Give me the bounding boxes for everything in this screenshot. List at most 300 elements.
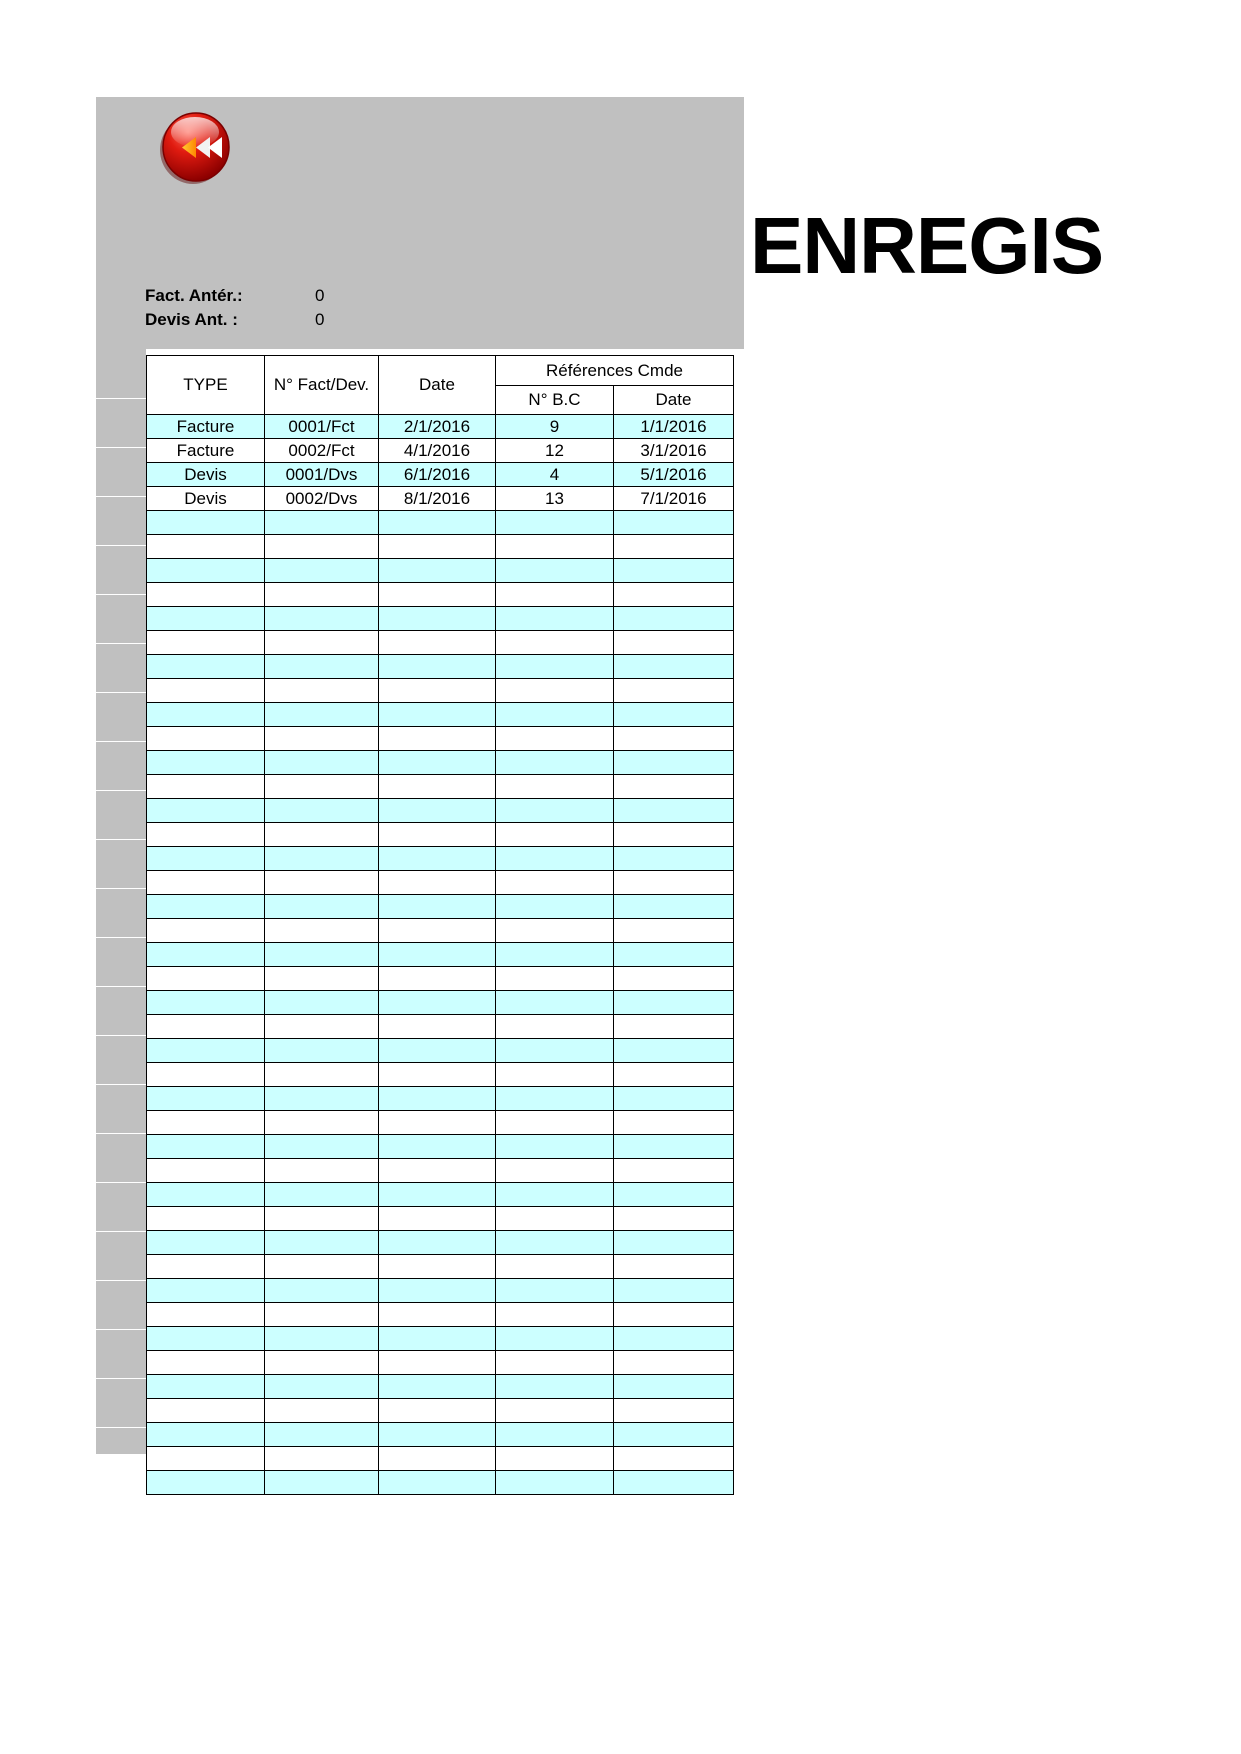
cell-type[interactable] — [147, 1471, 265, 1495]
cell-type[interactable] — [147, 1111, 265, 1135]
cell-type[interactable] — [147, 607, 265, 631]
cell-type[interactable] — [147, 703, 265, 727]
table-row[interactable] — [147, 1063, 734, 1087]
table-row[interactable] — [147, 1375, 734, 1399]
cell-bc-num[interactable] — [496, 583, 614, 607]
cell-bc-date[interactable] — [614, 1111, 734, 1135]
cell-num[interactable] — [265, 1039, 379, 1063]
cell-bc-date[interactable] — [614, 895, 734, 919]
cell-num[interactable]: 0002/Fct — [265, 439, 379, 463]
table-row[interactable] — [147, 703, 734, 727]
page-title: ENREGIS — [750, 201, 1104, 290]
cell-bc-num[interactable] — [496, 1279, 614, 1303]
cell-bc-num[interactable] — [496, 727, 614, 751]
cell-type[interactable] — [147, 1423, 265, 1447]
table-row[interactable] — [147, 1471, 734, 1495]
cell-date[interactable] — [379, 1111, 496, 1135]
cell-num[interactable] — [265, 1159, 379, 1183]
cell-bc-date[interactable] — [614, 943, 734, 967]
cell-date[interactable] — [379, 919, 496, 943]
cell-bc-num[interactable] — [496, 1039, 614, 1063]
cell-type[interactable]: Devis — [147, 487, 265, 511]
cell-date[interactable] — [379, 895, 496, 919]
cell-bc-num[interactable] — [496, 1255, 614, 1279]
table-row[interactable] — [147, 799, 734, 823]
cell-bc-date[interactable] — [614, 535, 734, 559]
cell-num[interactable] — [265, 1447, 379, 1471]
cell-date[interactable] — [379, 751, 496, 775]
table-row[interactable] — [147, 559, 734, 583]
cell-type[interactable] — [147, 679, 265, 703]
row-header-divider — [96, 1378, 146, 1379]
row-header-divider — [96, 447, 146, 448]
cell-num[interactable] — [265, 703, 379, 727]
cell-num[interactable] — [265, 1207, 379, 1231]
cell-bc-date[interactable] — [614, 1039, 734, 1063]
cell-bc-date[interactable] — [614, 751, 734, 775]
cell-type[interactable] — [147, 847, 265, 871]
cell-num[interactable] — [265, 1063, 379, 1087]
cell-bc-num[interactable] — [496, 607, 614, 631]
cell-num[interactable] — [265, 1279, 379, 1303]
cell-num[interactable] — [265, 967, 379, 991]
cell-bc-date[interactable] — [614, 1471, 734, 1495]
cell-bc-num[interactable] — [496, 1207, 614, 1231]
cell-type[interactable]: Devis — [147, 463, 265, 487]
table-row[interactable] — [147, 871, 734, 895]
cell-type[interactable] — [147, 1399, 265, 1423]
cell-type[interactable] — [147, 535, 265, 559]
cell-bc-num[interactable] — [496, 1447, 614, 1471]
cell-date[interactable] — [379, 679, 496, 703]
cell-bc-date[interactable] — [614, 1327, 734, 1351]
cell-type[interactable] — [147, 1207, 265, 1231]
cell-bc-date[interactable]: 1/1/2016 — [614, 415, 734, 439]
cell-type[interactable] — [147, 1327, 265, 1351]
cell-date[interactable] — [379, 967, 496, 991]
table-row[interactable] — [147, 439, 734, 463]
table-row[interactable] — [147, 1087, 734, 1111]
cell-bc-date[interactable] — [614, 511, 734, 535]
cell-date[interactable] — [379, 607, 496, 631]
table-row[interactable] — [147, 943, 734, 967]
cell-bc-num[interactable] — [496, 943, 614, 967]
cell-date[interactable] — [379, 943, 496, 967]
cell-bc-date[interactable] — [614, 631, 734, 655]
row-header-divider — [96, 741, 146, 742]
table-row[interactable] — [147, 919, 734, 943]
cell-bc-num[interactable] — [496, 967, 614, 991]
cell-date[interactable] — [379, 1423, 496, 1447]
table-row[interactable] — [147, 1399, 734, 1423]
table-row[interactable] — [147, 1207, 734, 1231]
cell-num[interactable] — [265, 1135, 379, 1159]
cell-bc-date[interactable] — [614, 775, 734, 799]
cell-num[interactable] — [265, 1375, 379, 1399]
cell-type[interactable] — [147, 631, 265, 655]
table-row[interactable] — [147, 1327, 734, 1351]
cell-bc-num[interactable]: 9 — [496, 415, 614, 439]
cell-date[interactable] — [379, 583, 496, 607]
cell-date[interactable] — [379, 1087, 496, 1111]
cell-type[interactable] — [147, 511, 265, 535]
row-header-divider — [96, 1280, 146, 1281]
cell-bc-date[interactable] — [614, 1159, 734, 1183]
cell-bc-num[interactable] — [496, 1399, 614, 1423]
cell-bc-date[interactable] — [614, 1399, 734, 1423]
cell-num[interactable] — [265, 1423, 379, 1447]
cell-date[interactable] — [379, 1183, 496, 1207]
cell-bc-date[interactable] — [614, 1375, 734, 1399]
table-row[interactable] — [147, 1015, 734, 1039]
cell-bc-num[interactable] — [496, 655, 614, 679]
cell-type[interactable] — [147, 1447, 265, 1471]
cell-num[interactable] — [265, 799, 379, 823]
cell-bc-date[interactable]: 3/1/2016 — [614, 439, 734, 463]
cell-num[interactable] — [265, 1303, 379, 1327]
table-row[interactable] — [147, 631, 734, 655]
cell-type[interactable] — [147, 991, 265, 1015]
cell-type[interactable] — [147, 1135, 265, 1159]
table-row[interactable] — [147, 727, 734, 751]
cell-type[interactable] — [147, 727, 265, 751]
table-row[interactable] — [147, 1111, 734, 1135]
cell-bc-date[interactable] — [614, 1279, 734, 1303]
cell-num[interactable] — [265, 1015, 379, 1039]
cell-type[interactable] — [147, 1159, 265, 1183]
table-row[interactable] — [147, 1303, 734, 1327]
cell-date[interactable]: 4/1/2016 — [379, 439, 496, 463]
table-row[interactable] — [147, 607, 734, 631]
cell-bc-num[interactable] — [496, 823, 614, 847]
cell-num[interactable] — [265, 1183, 379, 1207]
cell-num[interactable] — [265, 679, 379, 703]
row-header-gutter — [96, 349, 146, 1454]
cell-date[interactable]: 8/1/2016 — [379, 487, 496, 511]
cell-bc-num[interactable] — [496, 871, 614, 895]
cell-num[interactable]: 0001/Fct — [265, 415, 379, 439]
cell-type[interactable] — [147, 1351, 265, 1375]
cell-bc-date[interactable] — [614, 583, 734, 607]
table-row[interactable] — [147, 1159, 734, 1183]
cell-bc-num[interactable] — [496, 799, 614, 823]
cell-type[interactable] — [147, 1015, 265, 1039]
table-row[interactable] — [147, 415, 734, 439]
cell-num[interactable]: 0001/Dvs — [265, 463, 379, 487]
cell-date[interactable] — [379, 775, 496, 799]
cell-type[interactable] — [147, 1255, 265, 1279]
table-row[interactable] — [147, 1039, 734, 1063]
cell-bc-date[interactable] — [614, 871, 734, 895]
cell-num[interactable] — [265, 535, 379, 559]
cell-date[interactable] — [379, 1207, 496, 1231]
cell-date[interactable] — [379, 511, 496, 535]
table-row[interactable] — [147, 775, 734, 799]
cell-num[interactable] — [265, 631, 379, 655]
cell-date[interactable] — [379, 823, 496, 847]
table-row[interactable] — [147, 823, 734, 847]
cell-date[interactable] — [379, 1471, 496, 1495]
cell-bc-date[interactable] — [614, 1255, 734, 1279]
cell-bc-num[interactable] — [496, 631, 614, 655]
rewind-icon — [152, 108, 238, 186]
col-header-date[interactable]: Date — [379, 356, 496, 415]
cell-date[interactable] — [379, 1399, 496, 1423]
cell-bc-num[interactable] — [496, 1015, 614, 1039]
cell-bc-date[interactable] — [614, 727, 734, 751]
cell-bc-num[interactable] — [496, 1327, 614, 1351]
col-header-type[interactable]: TYPE — [147, 356, 265, 415]
cell-bc-num[interactable] — [496, 895, 614, 919]
cell-bc-num[interactable] — [496, 1087, 614, 1111]
cell-bc-date[interactable] — [614, 847, 734, 871]
cell-type[interactable] — [147, 823, 265, 847]
cell-bc-num[interactable]: 4 — [496, 463, 614, 487]
table-row[interactable] — [147, 1423, 734, 1447]
cell-date[interactable] — [379, 1159, 496, 1183]
cell-type[interactable] — [147, 943, 265, 967]
cell-num[interactable] — [265, 847, 379, 871]
table-row[interactable] — [147, 751, 734, 775]
cell-bc-num[interactable] — [496, 1135, 614, 1159]
table-row[interactable] — [147, 1183, 734, 1207]
cell-bc-date[interactable] — [614, 1087, 734, 1111]
row-header-divider — [96, 937, 146, 938]
cell-bc-num[interactable] — [496, 703, 614, 727]
table-row[interactable] — [147, 847, 734, 871]
cell-type[interactable] — [147, 1231, 265, 1255]
cell-type[interactable] — [147, 559, 265, 583]
table-row[interactable] — [147, 463, 734, 487]
row-header-divider — [96, 839, 146, 840]
table-row[interactable] — [147, 895, 734, 919]
cell-date[interactable] — [379, 871, 496, 895]
cell-bc-date[interactable] — [614, 991, 734, 1015]
cell-bc-num[interactable] — [496, 1231, 614, 1255]
table-row[interactable] — [147, 679, 734, 703]
cell-bc-date[interactable]: 7/1/2016 — [614, 487, 734, 511]
cell-type[interactable] — [147, 1375, 265, 1399]
cell-date[interactable]: 2/1/2016 — [379, 415, 496, 439]
cell-date[interactable] — [379, 559, 496, 583]
cell-bc-num[interactable] — [496, 775, 614, 799]
cell-bc-num[interactable] — [496, 1423, 614, 1447]
cell-bc-date[interactable] — [614, 703, 734, 727]
cell-bc-date[interactable] — [614, 679, 734, 703]
cell-type[interactable] — [147, 1039, 265, 1063]
cell-date[interactable] — [379, 1063, 496, 1087]
row-header-divider — [96, 1084, 146, 1085]
cell-bc-date[interactable] — [614, 559, 734, 583]
cell-bc-num[interactable] — [496, 751, 614, 775]
cell-bc-date[interactable] — [614, 1447, 734, 1471]
cell-type[interactable] — [147, 751, 265, 775]
cell-num[interactable] — [265, 583, 379, 607]
cell-bc-num[interactable] — [496, 511, 614, 535]
cell-num[interactable] — [265, 511, 379, 535]
cell-num[interactable] — [265, 1351, 379, 1375]
cell-bc-date[interactable] — [614, 919, 734, 943]
row-header-divider — [96, 692, 146, 693]
cell-num[interactable] — [265, 943, 379, 967]
cell-num[interactable] — [265, 727, 379, 751]
cell-bc-date[interactable] — [614, 1207, 734, 1231]
cell-type[interactable] — [147, 775, 265, 799]
cell-bc-num[interactable] — [496, 535, 614, 559]
cell-bc-date[interactable]: 5/1/2016 — [614, 463, 734, 487]
row-header-divider — [96, 594, 146, 595]
cell-bc-date[interactable] — [614, 1231, 734, 1255]
cell-date[interactable] — [379, 1015, 496, 1039]
cell-bc-num[interactable] — [496, 1183, 614, 1207]
cell-num[interactable] — [265, 775, 379, 799]
cell-type[interactable]: Facture — [147, 439, 265, 463]
cell-num[interactable] — [265, 655, 379, 679]
table-header-row-top — [147, 356, 734, 386]
page-title-clip — [375, 100, 1104, 290]
table-row[interactable] — [147, 535, 734, 559]
cell-bc-date[interactable] — [614, 1351, 734, 1375]
cell-num[interactable] — [265, 1255, 379, 1279]
cell-bc-date[interactable] — [614, 1423, 734, 1447]
table-row[interactable] — [147, 991, 734, 1015]
cell-type[interactable] — [147, 895, 265, 919]
cell-num[interactable] — [265, 919, 379, 943]
cell-num[interactable] — [265, 559, 379, 583]
cell-bc-date[interactable] — [614, 967, 734, 991]
cell-type[interactable] — [147, 1279, 265, 1303]
row-header-divider — [96, 790, 146, 791]
cell-date[interactable] — [379, 655, 496, 679]
cell-date[interactable] — [379, 1447, 496, 1471]
table-row[interactable] — [147, 1279, 734, 1303]
cell-date[interactable] — [379, 1303, 496, 1327]
table-row[interactable] — [147, 1135, 734, 1159]
cell-bc-date[interactable] — [614, 1135, 734, 1159]
row-header-divider — [96, 643, 146, 644]
cell-bc-date[interactable] — [614, 823, 734, 847]
cell-num[interactable] — [265, 607, 379, 631]
table-row[interactable] — [147, 655, 734, 679]
cell-bc-num[interactable] — [496, 919, 614, 943]
cell-type[interactable] — [147, 655, 265, 679]
row-header-divider — [96, 398, 146, 399]
cell-bc-date[interactable] — [614, 799, 734, 823]
cell-num[interactable]: 0002/Dvs — [265, 487, 379, 511]
cell-date[interactable] — [379, 727, 496, 751]
row-header-divider — [96, 986, 146, 987]
cell-type[interactable] — [147, 1063, 265, 1087]
row-header-divider — [96, 1133, 146, 1134]
cell-type[interactable] — [147, 1303, 265, 1327]
cell-type[interactable] — [147, 799, 265, 823]
cell-bc-num[interactable]: 13 — [496, 487, 614, 511]
cell-num[interactable] — [265, 1111, 379, 1135]
cell-date[interactable] — [379, 1279, 496, 1303]
table-row[interactable] — [147, 1255, 734, 1279]
cell-bc-date[interactable] — [614, 607, 734, 631]
cell-num[interactable] — [265, 991, 379, 1015]
cell-type[interactable] — [147, 1183, 265, 1207]
cell-date[interactable] — [379, 991, 496, 1015]
table-row[interactable] — [147, 967, 734, 991]
cell-date[interactable] — [379, 1327, 496, 1351]
cell-type[interactable]: Facture — [147, 415, 265, 439]
table-row[interactable] — [147, 583, 734, 607]
cell-type[interactable] — [147, 583, 265, 607]
cell-date[interactable] — [379, 1375, 496, 1399]
cell-num[interactable] — [265, 1231, 379, 1255]
col-header-num[interactable]: N° Fact/Dev. — [265, 356, 379, 415]
col-header-bc-date[interactable]: Date — [614, 386, 734, 415]
cell-num[interactable] — [265, 1087, 379, 1111]
cell-date[interactable]: 6/1/2016 — [379, 463, 496, 487]
row-header-divider — [96, 1329, 146, 1330]
cell-bc-num[interactable] — [496, 1375, 614, 1399]
cell-type[interactable] — [147, 871, 265, 895]
cell-date[interactable] — [379, 799, 496, 823]
cell-date[interactable] — [379, 1255, 496, 1279]
cell-date[interactable] — [379, 703, 496, 727]
cell-date[interactable] — [379, 1135, 496, 1159]
rewind-back-button[interactable] — [152, 108, 238, 186]
col-header-bc-num[interactable]: N° B.C — [496, 386, 614, 415]
cell-bc-num[interactable] — [496, 679, 614, 703]
cell-bc-date[interactable] — [614, 1015, 734, 1039]
col-header-group-references-cmde[interactable]: Références Cmde — [496, 356, 734, 386]
cell-bc-num[interactable] — [496, 1351, 614, 1375]
cell-num[interactable] — [265, 1399, 379, 1423]
cell-num[interactable] — [265, 871, 379, 895]
cell-date[interactable] — [379, 1039, 496, 1063]
table-row[interactable] — [147, 1447, 734, 1471]
cell-bc-num[interactable] — [496, 1303, 614, 1327]
cell-bc-num[interactable] — [496, 1111, 614, 1135]
cell-bc-date[interactable] — [614, 1063, 734, 1087]
cell-date[interactable] — [379, 1351, 496, 1375]
cell-bc-num[interactable] — [496, 991, 614, 1015]
cell-type[interactable] — [147, 967, 265, 991]
table-row[interactable] — [147, 1351, 734, 1375]
cell-date[interactable] — [379, 631, 496, 655]
table-row[interactable] — [147, 511, 734, 535]
cell-date[interactable] — [379, 847, 496, 871]
cell-bc-num[interactable] — [496, 1471, 614, 1495]
row-header-divider — [96, 545, 146, 546]
devis-anterieur-value: 0 — [315, 310, 325, 329]
cell-bc-date[interactable] — [614, 655, 734, 679]
cell-date[interactable] — [379, 535, 496, 559]
table-row[interactable] — [147, 487, 734, 511]
table-row[interactable] — [147, 1231, 734, 1255]
cell-num[interactable] — [265, 1327, 379, 1351]
cell-num[interactable] — [265, 751, 379, 775]
cell-type[interactable] — [147, 919, 265, 943]
cell-num[interactable] — [265, 1471, 379, 1495]
cell-date[interactable] — [379, 1231, 496, 1255]
cell-bc-num[interactable] — [496, 847, 614, 871]
cell-bc-num[interactable]: 12 — [496, 439, 614, 463]
fact-anterieur-label: Fact. Antér.: — [145, 286, 243, 305]
cell-type[interactable] — [147, 1087, 265, 1111]
cell-bc-num[interactable] — [496, 559, 614, 583]
cell-bc-num[interactable] — [496, 1063, 614, 1087]
cell-bc-date[interactable] — [614, 1303, 734, 1327]
cell-num[interactable] — [265, 895, 379, 919]
cell-bc-date[interactable] — [614, 1183, 734, 1207]
cell-num[interactable] — [265, 823, 379, 847]
cell-bc-num[interactable] — [496, 1159, 614, 1183]
